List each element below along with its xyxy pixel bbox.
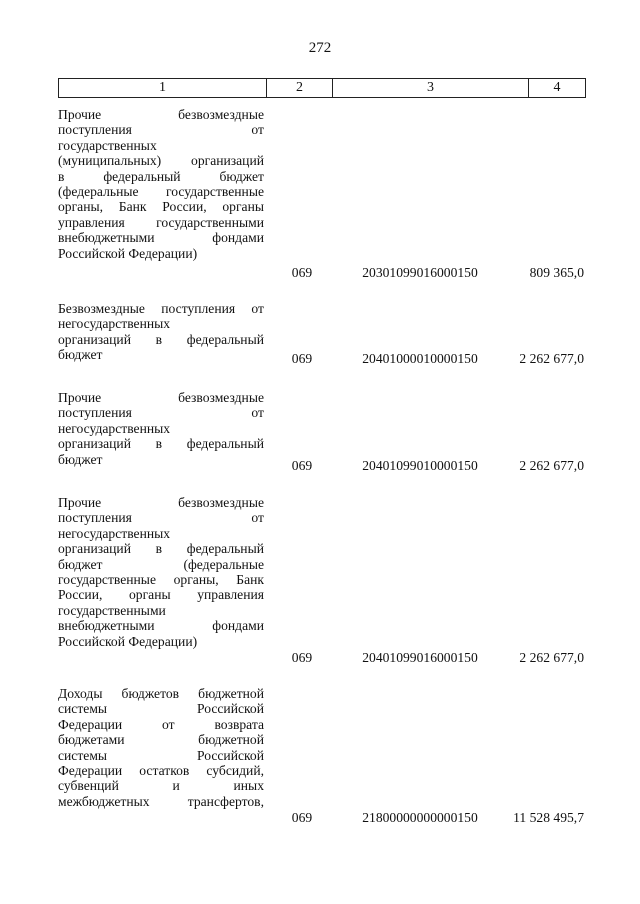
row-kbk-code: 20301099016000150 bbox=[362, 265, 478, 280]
table-row bbox=[58, 301, 586, 371]
row-kbk-code: 20401099016000150 bbox=[362, 650, 478, 665]
table-row bbox=[58, 686, 586, 826]
page-number: 272 bbox=[308, 40, 332, 56]
row-amount: 11 528 495,7 bbox=[513, 810, 584, 825]
table-row bbox=[58, 495, 586, 665]
header-col-3: 3 bbox=[333, 79, 529, 97]
table-row bbox=[58, 107, 586, 282]
row-amount: 2 262 677,0 bbox=[519, 351, 584, 366]
header-col-1: 1 bbox=[59, 79, 267, 97]
row-amount: 809 365,0 bbox=[529, 265, 584, 280]
row-admin-code: 069 bbox=[291, 458, 313, 473]
header-col-2: 2 bbox=[267, 79, 333, 97]
row-admin-code: 069 bbox=[291, 810, 313, 825]
row-admin-code: 069 bbox=[291, 650, 313, 665]
row-amount: 2 262 677,0 bbox=[519, 650, 584, 665]
row-description: Безвозмездные поступления от негосударственных организаций в федеральный бюджет bbox=[58, 301, 264, 363]
row-description: Прочие безвозмездные поступления от государственных (муниципальных) организаций в федеральный бюджет (федеральные государственные органы, Банк России, органы управления государственными внебюджетными фондами Российской Федерации) bbox=[58, 107, 264, 261]
row-kbk-code: 21800000000000150 bbox=[362, 810, 478, 825]
header-col-4: 4 bbox=[553, 80, 561, 95]
row-admin-code: 069 bbox=[291, 351, 313, 366]
row-kbk-code: 20401099010000150 bbox=[362, 458, 478, 473]
row-description: Прочие безвозмездные поступления от негосударственных организаций в федеральный бюджет bbox=[58, 390, 264, 467]
table-header bbox=[58, 78, 586, 98]
row-description: Прочие безвозмездные поступления от негосударственных организаций в федеральный бюджет (федеральные государственные органы, Банк России, органы управления государственными внебюджетными фондами Российской Федерации) bbox=[58, 495, 264, 649]
table-row bbox=[58, 390, 586, 475]
row-admin-code: 069 bbox=[291, 265, 313, 280]
row-amount: 2 262 677,0 bbox=[519, 458, 584, 473]
row-kbk-code: 20401000010000150 bbox=[362, 351, 478, 366]
row-description: Доходы бюджетов бюджетной системы Российской Федерации от возврата бюджетами бюджетной системы Российской Федерации остатков субсидий, субвенций и иных межбюджетных трансфертов, bbox=[58, 686, 264, 809]
